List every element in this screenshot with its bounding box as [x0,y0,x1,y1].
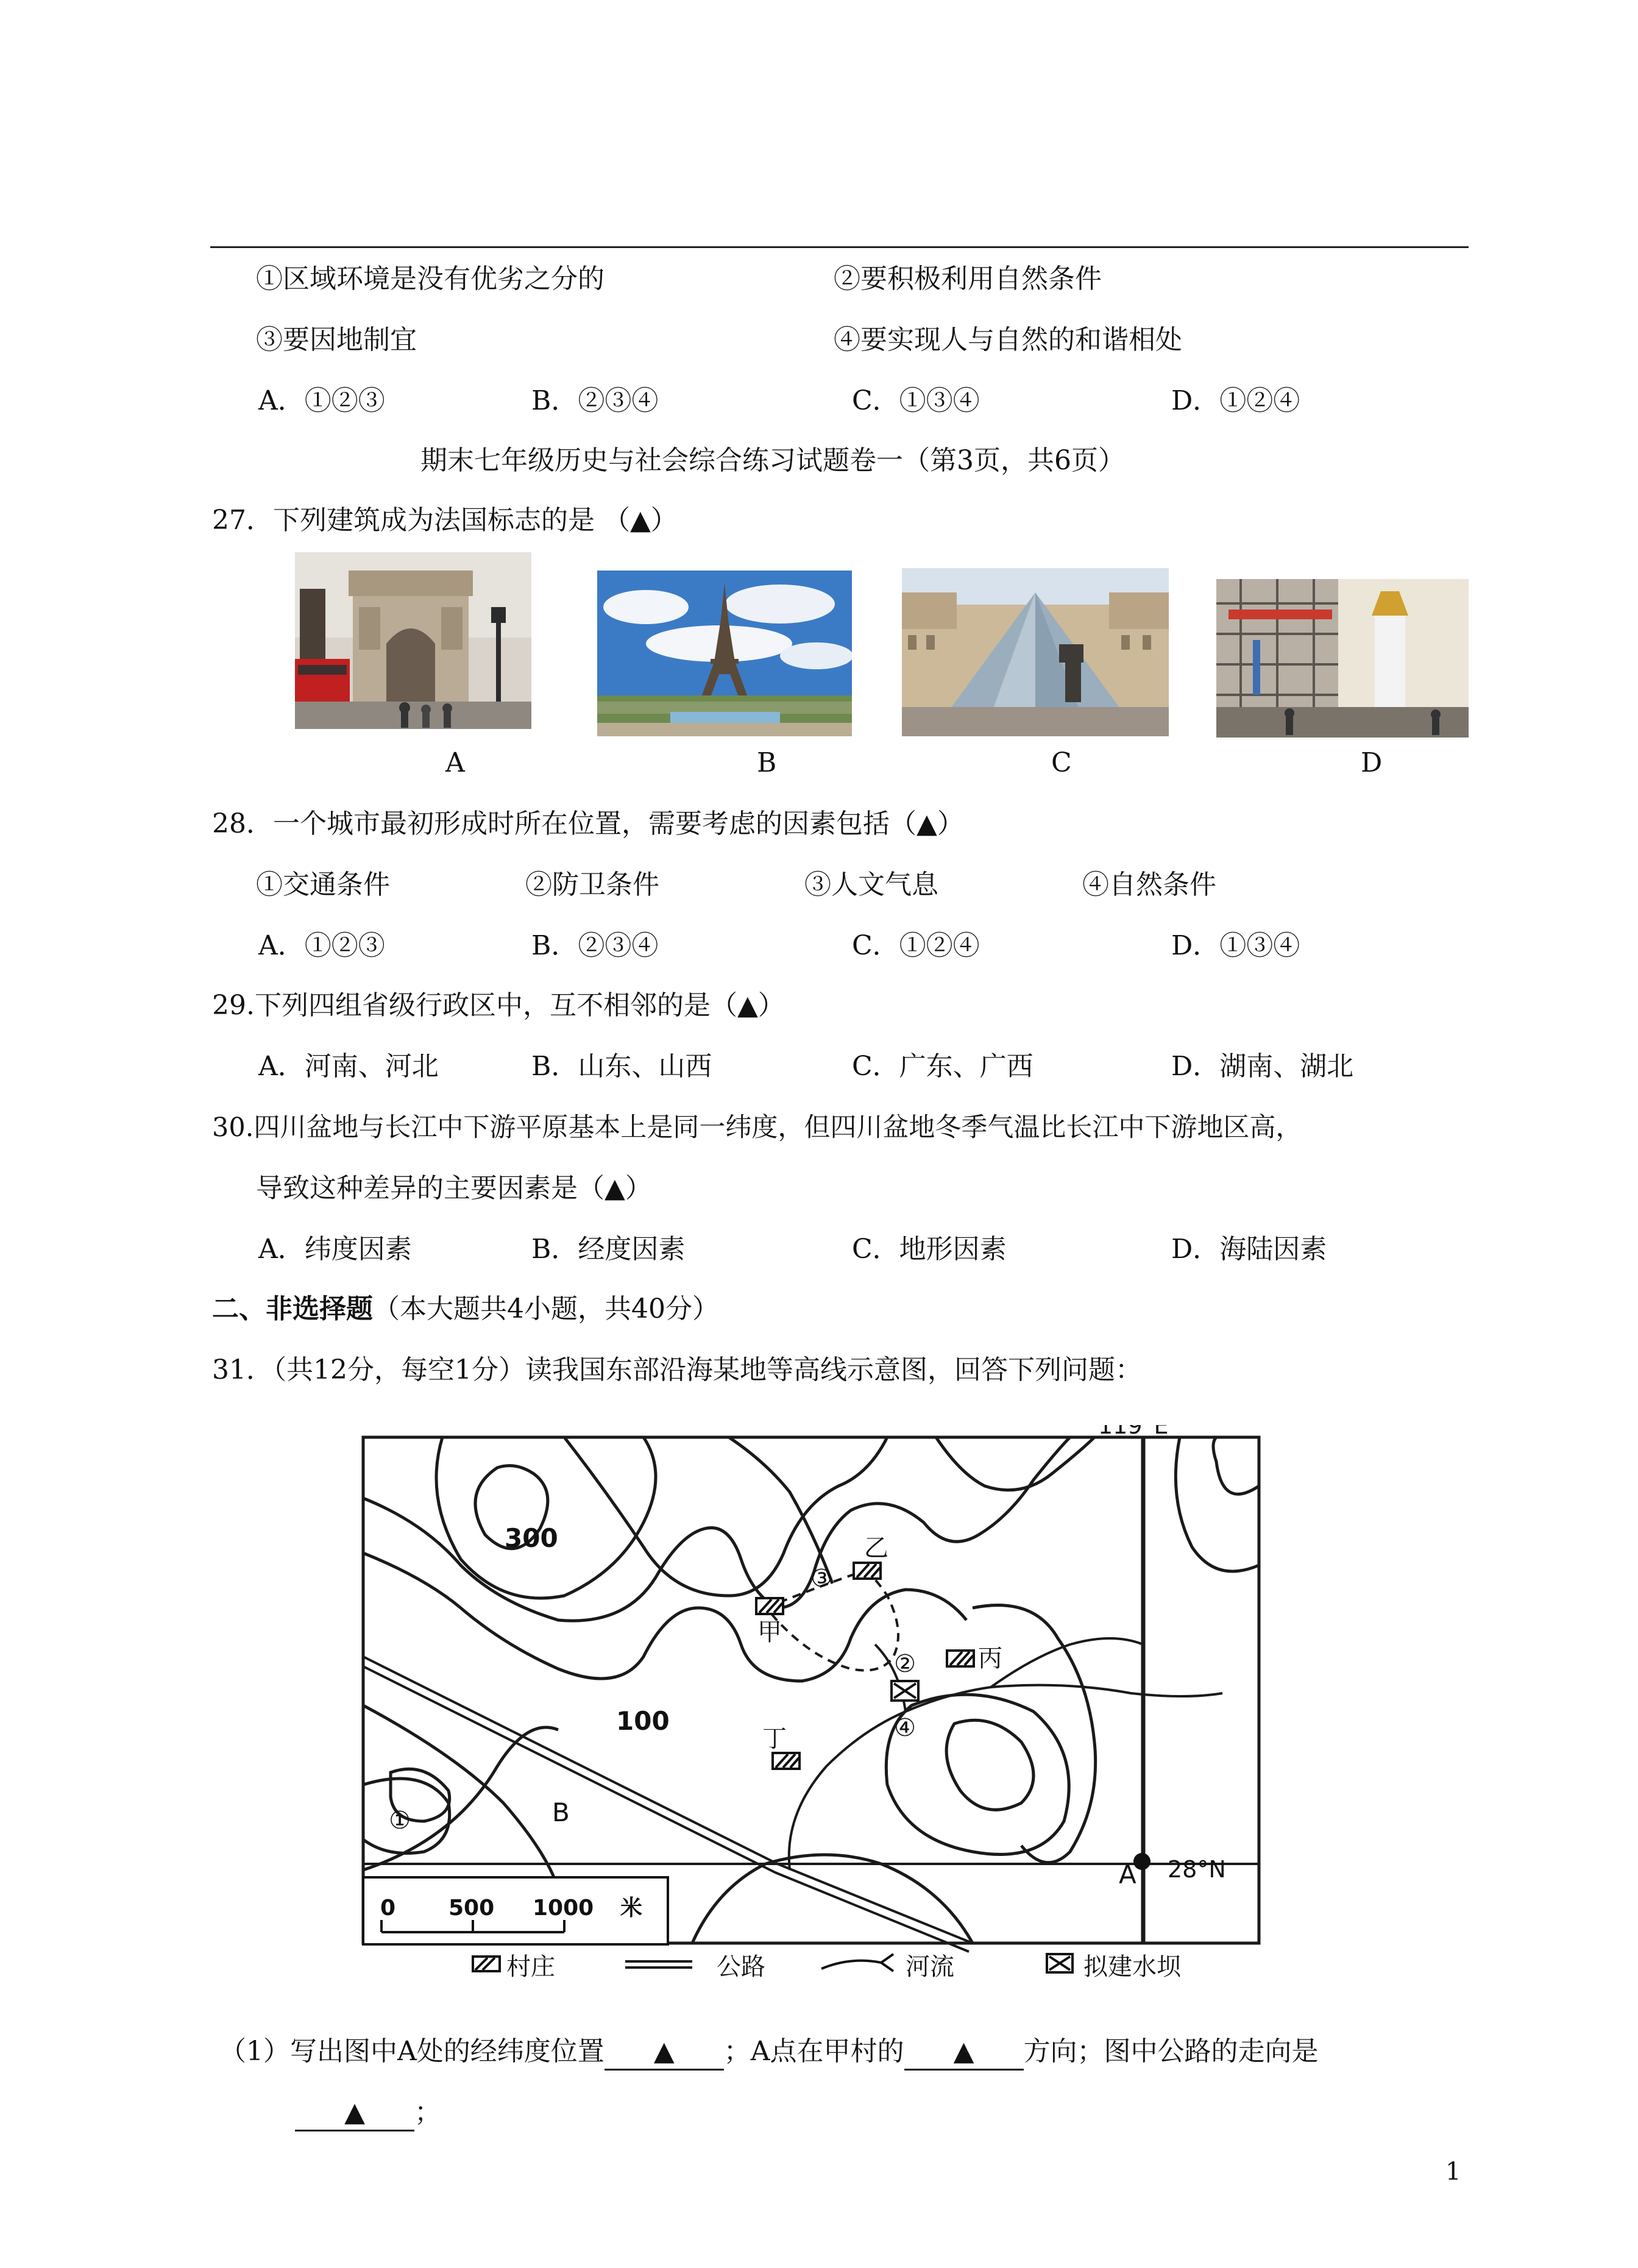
q29-choice-a[interactable]: A．河南、河北 [258,1051,439,1082]
answer-blank-road-direction[interactable] [295,2096,414,2131]
contour-line-d [564,1437,887,1596]
section-2-title: 二、非选择题 [212,1293,373,1324]
q28-choice-b[interactable]: B．②③④ [531,930,659,961]
village-jia-marker [756,1598,783,1614]
contour-line-f [936,1437,1094,1490]
village-markers [756,1563,974,1769]
q29-stem: 29.下列四组省级行政区中，互不相邻的是（▲） [212,990,785,1021]
header-rule [210,246,1469,248]
q31-sub1-text-2: ；A点在甲村的 [723,2036,904,2067]
q28-factor-2: ②防卫条件 [525,869,659,900]
page-number: 1 [1445,2158,1461,2186]
photo-louvre-pyramid[interactable] [902,568,1169,736]
photo-label-b: B [757,747,777,778]
legend-village: 村庄 [506,1953,555,1981]
photo-label-a: A [445,747,465,778]
contour-label-300: 300 [505,1523,558,1553]
q28-factor-1: ①交通条件 [256,869,390,900]
legend-river: 河流 [906,1953,954,1981]
dam-marker [892,1681,918,1701]
q30-stem-line2: 导致这种差异的主要因素是（▲） [256,1173,652,1204]
blank-mark: ▲ [953,2036,974,2067]
contour-map [302,1425,1310,1981]
river-branch [991,1638,1143,1687]
q27-stem: 27．下列建筑成为法国标志的是 （▲） [212,505,678,536]
scale-tick-500: 500 [448,1896,495,1921]
q26-option-2: ②要积极利用自然条件 [834,263,1102,294]
q31-sub1-line1 [219,2035,1319,2071]
point-3-label: ③ [810,1565,832,1593]
photo-eiffel-tower[interactable] [597,571,852,736]
photo-label-d: D [1361,747,1383,778]
legend-dam: 拟建水坝 [1083,1953,1181,1981]
q29-choice-b[interactable]: B．山东、山西 [531,1051,712,1082]
q31-sub1-line2 [295,2096,441,2131]
q30-choice-d[interactable]: D．海陆因素 [1171,1234,1327,1265]
q30-choice-b[interactable]: B．经度因素 [531,1234,686,1265]
blank-mark: ▲ [344,2097,365,2128]
contour-line-h [1213,1437,1259,1494]
village-yi-label: 乙 [864,1534,888,1562]
answer-blank-direction[interactable] [904,2035,1024,2071]
village-yi-marker [854,1563,881,1579]
dashed-route-2 [771,1571,898,1671]
point-a-label: A [1119,1860,1136,1889]
village-bing-label: 丙 [978,1644,1002,1673]
q29-choice-d[interactable]: D．湖南、湖北 [1171,1051,1354,1082]
village-jia-label: 甲 [757,1618,782,1646]
legend-road: 公路 [717,1953,765,1981]
q28-choice-d[interactable]: D．①③④ [1171,930,1300,961]
contour-label-100: 100 [616,1706,670,1736]
map-legend [473,1953,1182,1981]
contour-line-b [363,1437,1070,1621]
section-2-note: （本大题共4小题，共40分） [373,1293,719,1324]
scale-tick-0: 0 [380,1896,396,1921]
page-header: 期末七年级历史与社会综合练习试题卷一（第3页，共6页） [420,445,1125,476]
village-bing-marker [947,1651,974,1666]
village-ding-label: 丁 [762,1725,787,1753]
q28-choice-c[interactable]: C．①②④ [852,930,980,961]
q28-stem: 28．一个城市最初形成时所在位置，需要考虑的因素包括（▲） [212,808,964,839]
photo-arc-de-triomphe[interactable] [295,552,531,729]
q30-choice-c[interactable]: C．地形因素 [852,1234,1007,1265]
q26-choice-b[interactable]: B．②③④ [531,385,659,416]
point-2-label: ② [894,1650,916,1678]
point-1-label: ① [389,1807,411,1835]
latitude-label: 28°N [1168,1856,1226,1883]
q28-choice-a[interactable]: A．①②③ [258,930,385,961]
q26-choice-a[interactable]: A．①②③ [258,385,385,416]
village-ding-marker [773,1753,800,1769]
q26-option-3: ③要因地制宜 [256,324,417,355]
q30-stem-line1: 30.四川盆地与长江中下游平原基本上是同一纬度，但四川盆地冬季气温比长江中下游地区高， [212,1112,1302,1143]
q31-sub1-text-3: 方向；图中公路的走向是 [1023,2036,1319,2067]
point-4-label: ④ [894,1714,916,1742]
longitude-label: 119°E [1098,1425,1169,1439]
scale-tick-1000: 1000 [533,1896,594,1921]
river-main [789,1685,1222,1870]
answer-blank-latlon[interactable] [604,2035,724,2071]
q26-option-4: ④要实现人与自然的和谐相处 [834,324,1182,355]
q26-choice-d[interactable]: D．①②④ [1171,385,1300,416]
q29-choice-c[interactable]: C．广东、广西 [852,1051,1034,1082]
q28-factor-4: ④自然条件 [1082,869,1216,900]
photo-label-c: C [1051,747,1072,778]
contour-map-svg [302,1425,1310,1981]
scale-unit: 米 [620,1896,643,1921]
q26-option-1: ①区域环境是没有优劣之分的 [256,263,604,294]
contour-line-n [692,1855,973,1943]
q30-choice-a[interactable]: A．纬度因素 [258,1234,412,1265]
q26-choice-c[interactable]: C．①③④ [852,385,980,416]
photo-centre-pompidou[interactable] [1216,579,1469,738]
q31-sub1-text-1: （1）写出图中A处的经纬度位置 [219,2036,604,2067]
q28-factor-3: ③人文气息 [804,869,938,900]
blank-mark: ▲ [653,2036,675,2067]
q31-sub1-end: ； [414,2097,441,2128]
q31-stem: 31．（共12分，每空1分）读我国东部沿海某地等高线示意图，回答下列问题： [212,1354,1142,1385]
contour-hill-east [946,1720,1034,1810]
scale-bar [363,1877,668,1944]
section-2-heading [212,1292,719,1326]
contour-line-g [1175,1437,1259,1571]
point-b-label: B [552,1797,570,1827]
